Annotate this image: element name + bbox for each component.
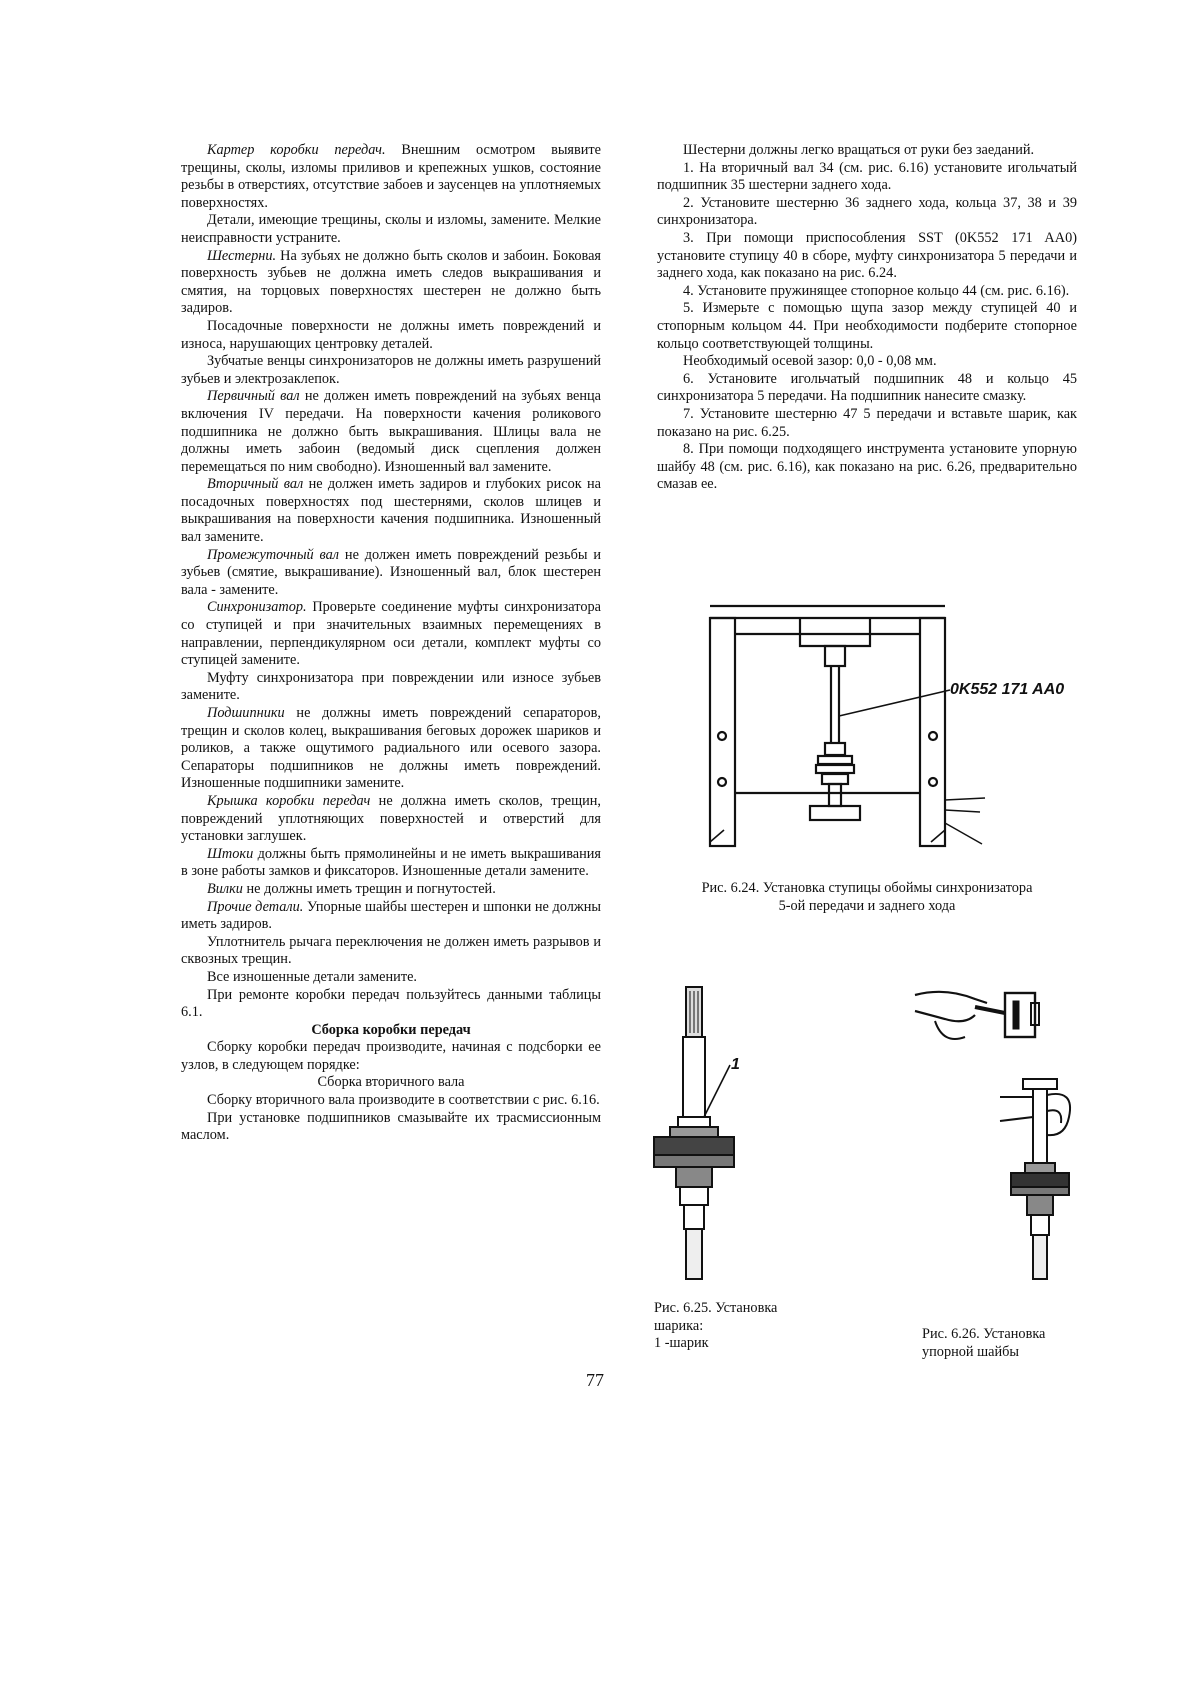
paragraph: 6. Установите игольчатый подшипник 48 и кольцо 45 синхронизатора 5 передачи. На подшипник нанесите смазку.: [657, 370, 1077, 405]
paragraph-lead: Штоки: [207, 845, 254, 862]
page-number: 77: [586, 1370, 604, 1390]
paragraph: [181, 599, 601, 669]
paragraph: Зубчатые венцы синхронизаторов не должны иметь разрушений зубьев и электрозаклепок.: [181, 353, 601, 387]
subsection-heading: Сборка вторичного вала: [317, 1074, 465, 1091]
figure-6-24-press-drawing: [700, 598, 1000, 848]
paragraph-lead: Промежуточный вал: [207, 546, 340, 563]
paragraph: Необходимый осевой зазор: 0,0 - 0,08 мм.: [683, 353, 937, 370]
paragraph-text: не должен иметь повреждений резьбы и зубьев (смятие, выкрашивание). Изношенный вал, блок шестерен вала - замените.: [181, 546, 601, 598]
caption-line: Рис. 6.25. Установка: [654, 1300, 778, 1316]
paragraph: При установке подшипников смазывайте их трасмиссионным маслом.: [181, 1109, 601, 1144]
paragraph: 2. Установите шестерню 36 заднего хода, кольца 37, 38 и 39 синхронизатора.: [657, 194, 1077, 229]
paragraph: [181, 881, 601, 899]
paragraph: 4. Установите пружинящее стопорное кольцо 44 (см. рис. 6.16).: [683, 282, 1070, 299]
paragraph-text: Внешним осмотром выявите трещины, сколы, изломы приливов и крепежных ушков, состояние резьбы в отверстиях, отсутствие забоев и заусенцев на уплотняемых поверхностях.: [181, 142, 601, 211]
figure-6-24-caption: [657, 880, 1077, 915]
paragraph: 5. Измерьте с помощью щупа зазор между ступицей 40 и стопорным кольцом 44. При необходимости подберите стопорное кольцо соответствующей толщины.: [657, 300, 1077, 352]
caption-line: 1 -шарик: [654, 1335, 709, 1352]
paragraph: 7. Установите шестерню 47 5 передачи и вставьте шарик, как показано на рис. 6.25.: [657, 405, 1077, 440]
left-column: [181, 142, 601, 1145]
paragraph: 8. При помощи подходящего инструмента установите упорную шайбу 48 (см. рис. 6.16), как показано на рис. 6.26, предварительно смазав ее.: [657, 441, 1077, 493]
figure-6-26-hammer-drawing: [905, 985, 1085, 1295]
paragraph-text: не должны иметь повреждений сепараторов, трещин и сколов колец, выкрашивания беговых дорожек шариков и роликов, а также ощутимого радиального или осевого зазора. Сепараторы подшипников не должны иметь повреждений. Изношенные подшипники замените.: [181, 705, 601, 792]
paragraph: [181, 547, 601, 600]
tool-label: 0K552 171 AA0: [950, 681, 1065, 698]
paragraph-lead: Подшипники: [207, 705, 285, 721]
paragraph-text: не должны иметь трещин и погнутостей.: [242, 880, 496, 897]
paragraph-lead: Прочие детали.: [207, 898, 304, 915]
paragraph-text: не должна иметь сколов, трещин, повреждений уплотняющих поверхностей и отверстий для установки заглушек.: [181, 792, 601, 845]
paragraph: [181, 388, 601, 476]
paragraph-text: На зубьях не должно быть сколов и забоин. Боковая поверхность зубьев не должна иметь следов выкрашивания и смятия, на торцовых поверхностях шестерен не должно быть задиров.: [181, 247, 601, 317]
paragraph-lead: Вторичный вал: [207, 476, 304, 493]
caption-line: упорной шайбы: [922, 1343, 1020, 1360]
paragraph: Шестерни должны легко вращаться от руки без заеданий.: [683, 142, 1035, 158]
paragraph: [181, 248, 601, 318]
right-column: [657, 142, 1077, 494]
paragraph: [181, 705, 601, 793]
caption-line: Рис. 6.24. Установка ступицы обоймы синхронизатора: [701, 880, 1033, 896]
callout-label: 1: [731, 1056, 740, 1073]
paragraph: Посадочные поверхности не должны иметь повреждений и износа, нарушающих центровку деталей.: [181, 317, 601, 352]
paragraph-lead: Синхронизатор.: [207, 599, 307, 616]
paragraph: 3. При помощи приспособления SST (0K552 171 AA0) установите ступицу 40 в сборе, муфту синхронизатора 5 передачи и заднего хода, как показано на рис. 6.24.: [657, 229, 1077, 282]
paragraph: [181, 476, 601, 546]
paragraph: 1. На вторичный вал 34 (см. рис. 6.16) установите игольчатый подшипник 35 шестерни заднего хода.: [657, 159, 1077, 194]
paragraph: Все изношенные детали замените.: [207, 968, 417, 985]
paragraph: Сборку коробки передач производите, начиная с подсборки ее узлов, в следующем порядке:: [181, 1039, 601, 1073]
paragraph: Сборку вторичного вала производите в соответствии с рис. 6.16.: [207, 1092, 600, 1109]
caption-line: 5-ой передачи и заднего хода: [778, 897, 956, 914]
paragraph-lead: Вилки: [207, 880, 243, 897]
section-heading: Сборка коробки передач: [311, 1021, 471, 1038]
paragraph: Муфту синхронизатора при повреждении или износе зубьев замените.: [181, 669, 601, 704]
paragraph-lead: Первичный вал: [207, 388, 300, 405]
caption-line: шарика:: [654, 1317, 704, 1334]
figure-6-25-caption: [654, 1300, 874, 1353]
paragraph-text: не должен иметь задиров и глубоких рисок на посадочных поверхностях под шестернями, сколов шлицев и выкрашивания на поверхности качения подшипника. Изношенный вал замените.: [181, 476, 601, 546]
paragraph: Детали, имеющие трещины, сколы и изломы, замените. Мелкие неисправности устраните.: [181, 212, 601, 246]
paragraph-text: Проверьте соединение муфты синхронизатора со ступицей и при значительных взаимных перемещениях в направлении, перпендикулярном оси детали, комплект муфты со ступицей замените.: [181, 599, 601, 669]
figure-6-25-shaft-drawing: [650, 985, 770, 1285]
paragraph-text: Упорные шайбы шестерен и шпонки не должны иметь задиров.: [181, 898, 601, 933]
paragraph: [181, 142, 601, 212]
paragraph-lead: Крышка коробки передач: [207, 792, 371, 809]
paragraph: [181, 899, 601, 934]
paragraph: [181, 846, 601, 881]
caption-line: Рис. 6.26. Установка: [922, 1326, 1046, 1342]
paragraph-text: не должен иметь повреждений на зубьях венца включения IV передачи. На поверхности качения роликового подшипника не должно быть выкрашивания. Шлицы вала не должны иметь забоин (ведомый диск сцепления должен перемещаться по ним свободно). Изношенный вал замените.: [181, 388, 601, 475]
paragraph: При ремонте коробки передач пользуйтесь данными таблицы 6.1.: [181, 986, 601, 1021]
paragraph-lead: Шестерни.: [207, 247, 277, 264]
figure-6-26-caption: [922, 1326, 1122, 1361]
paragraph: [181, 793, 601, 846]
paragraph-text: должны быть прямолинейны и не иметь выкрашивания в зоне работы замков и фиксаторов. Изношенные детали замените.: [181, 845, 601, 880]
paragraph-lead: Картер коробки передач.: [207, 142, 386, 158]
paragraph: Уплотнитель рычага переключения не должен иметь разрывов и сквозных трещин.: [181, 933, 601, 968]
